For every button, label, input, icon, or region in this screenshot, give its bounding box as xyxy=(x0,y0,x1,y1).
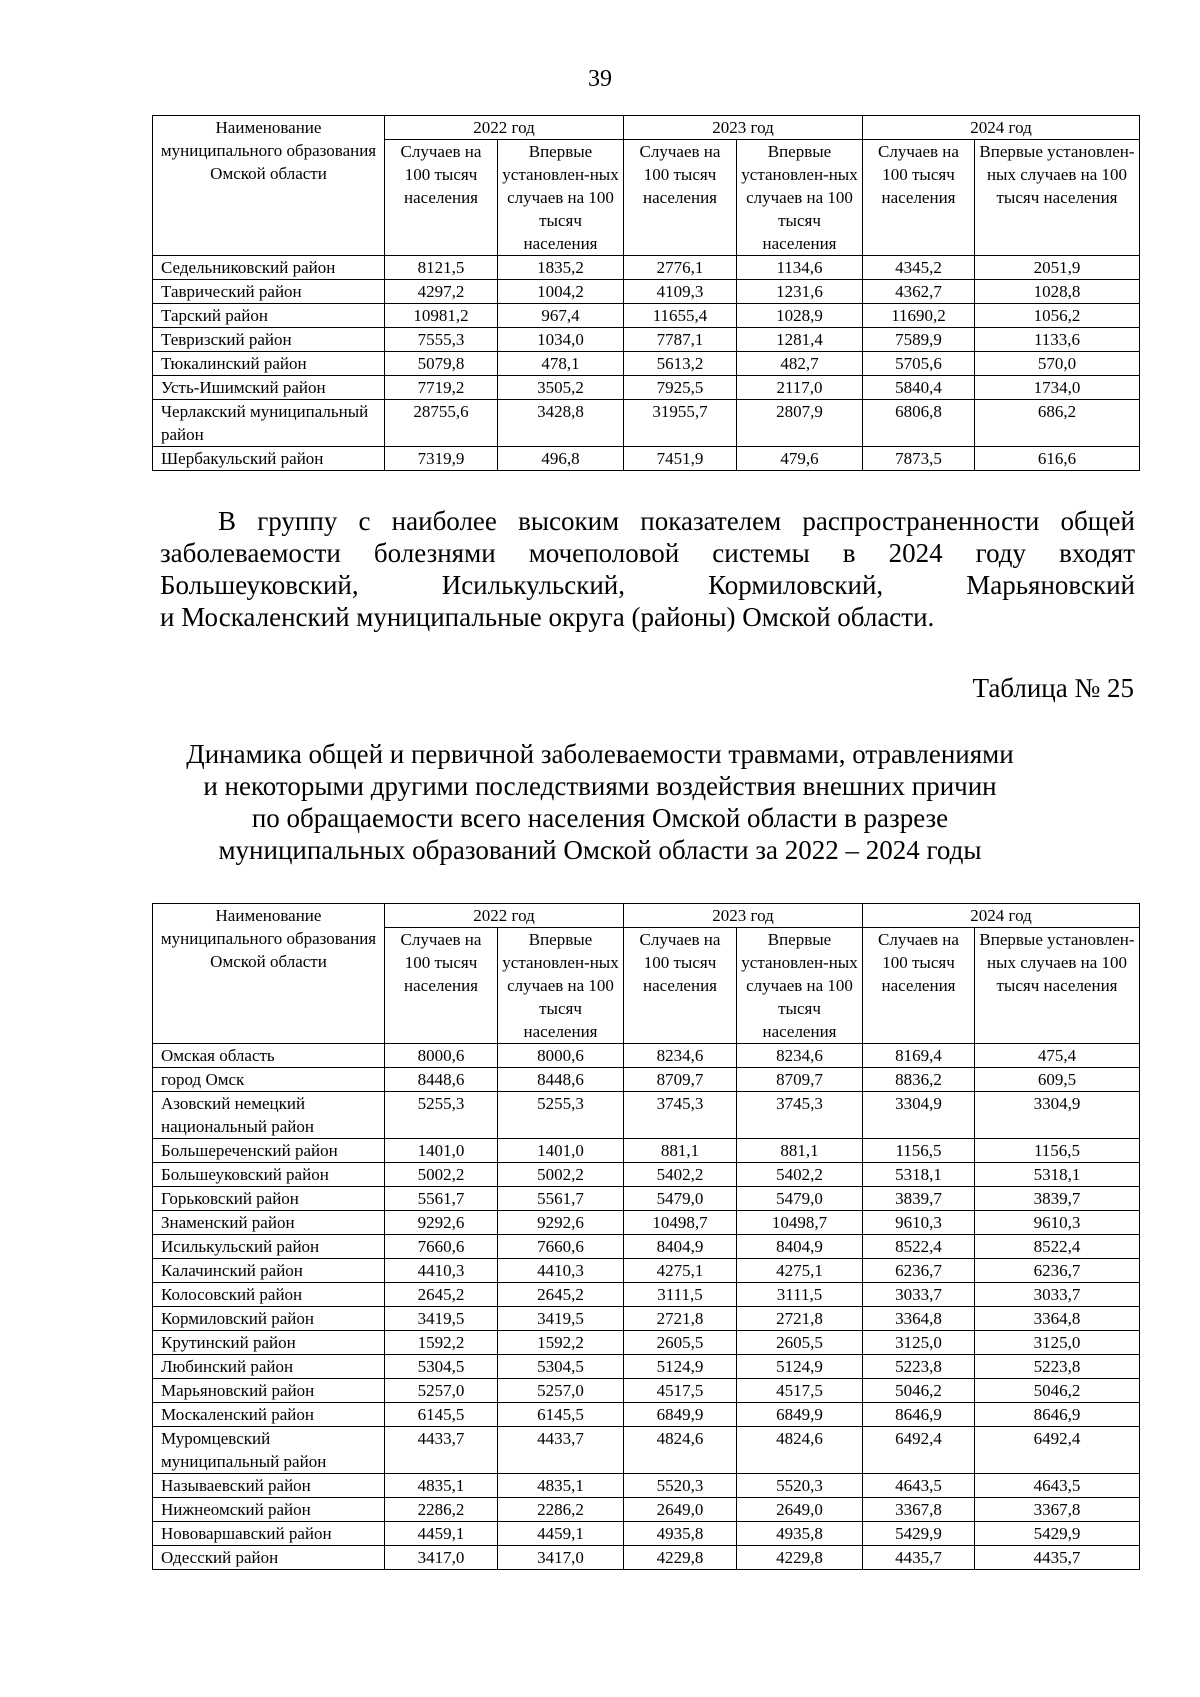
table-row xyxy=(153,1403,1140,1427)
table-row xyxy=(153,447,1140,471)
district-name: Колосовский район xyxy=(153,1283,385,1307)
district-name: Большереченский район xyxy=(153,1139,385,1163)
value-cell: 11690,2 xyxy=(863,304,975,328)
value-cell: 5840,4 xyxy=(863,376,975,400)
value-cell: 2645,2 xyxy=(498,1283,624,1307)
value-cell: 3417,0 xyxy=(385,1546,498,1570)
value-cell: 7787,1 xyxy=(624,328,737,352)
district-name: Исилькульский район xyxy=(153,1235,385,1259)
value-cell: 7873,5 xyxy=(863,447,975,471)
name-column-header: Наименование муниципального образования Омской области xyxy=(153,904,385,1044)
value-cell: 31955,7 xyxy=(624,400,737,447)
cases-header: Случаев на 100 тысяч населения xyxy=(385,928,498,1044)
table-row xyxy=(153,1068,1140,1092)
district-name: Муромцевский муниципальный район xyxy=(153,1427,385,1474)
value-cell: 5257,0 xyxy=(498,1379,624,1403)
paragraph-line: В группу с наиболее высоким показателем распространенности общей xyxy=(218,506,1135,536)
value-cell: 686,2 xyxy=(975,400,1140,447)
value-cell: 1281,4 xyxy=(737,328,863,352)
value-cell: 8404,9 xyxy=(737,1235,863,1259)
district-name: Омская область xyxy=(153,1044,385,1068)
value-cell: 7660,6 xyxy=(385,1235,498,1259)
value-cell: 881,1 xyxy=(624,1139,737,1163)
district-name: Азовский немецкий национальный район xyxy=(153,1092,385,1139)
value-cell: 10498,7 xyxy=(737,1211,863,1235)
new-cases-header: Впервые установлен-ных случаев на 100 тысяч населения xyxy=(975,928,1140,1044)
value-cell: 5002,2 xyxy=(498,1163,624,1187)
value-cell: 1156,5 xyxy=(863,1139,975,1163)
district-name: Кормиловский район xyxy=(153,1307,385,1331)
value-cell: 7555,3 xyxy=(385,328,498,352)
value-cell: 2721,8 xyxy=(737,1307,863,1331)
name-column-header: Наименование муниципального образования Омской области xyxy=(153,116,385,256)
value-cell: 10981,2 xyxy=(385,304,498,328)
value-cell: 9610,3 xyxy=(975,1211,1140,1235)
value-cell: 6236,7 xyxy=(975,1259,1140,1283)
value-cell: 5046,2 xyxy=(863,1379,975,1403)
value-cell: 5255,3 xyxy=(498,1092,624,1139)
table-row xyxy=(153,1379,1140,1403)
value-cell: 8448,6 xyxy=(385,1068,498,1092)
district-name: Усть-Ишимский район xyxy=(153,376,385,400)
value-cell: 2051,9 xyxy=(975,256,1140,280)
value-cell: 8234,6 xyxy=(737,1044,863,1068)
value-cell: 1592,2 xyxy=(385,1331,498,1355)
table-row xyxy=(153,1546,1140,1570)
value-cell: 5223,8 xyxy=(863,1355,975,1379)
value-cell: 1231,6 xyxy=(737,280,863,304)
value-cell: 7660,6 xyxy=(498,1235,624,1259)
table-row xyxy=(153,1498,1140,1522)
value-cell: 4517,5 xyxy=(737,1379,863,1403)
value-cell: 10498,7 xyxy=(624,1211,737,1235)
district-name: Большеуковский район xyxy=(153,1163,385,1187)
value-cell: 5255,3 xyxy=(385,1092,498,1139)
value-cell: 3505,2 xyxy=(498,376,624,400)
value-cell: 4643,5 xyxy=(975,1474,1140,1498)
value-cell: 5613,2 xyxy=(624,352,737,376)
value-cell: 4345,2 xyxy=(863,256,975,280)
value-cell: 8522,4 xyxy=(975,1235,1140,1259)
value-cell: 3419,5 xyxy=(385,1307,498,1331)
value-cell: 5561,7 xyxy=(498,1187,624,1211)
table-row xyxy=(153,1522,1140,1546)
district-name: Черлакский муниципальный район xyxy=(153,400,385,447)
district-name: Нижнеомский район xyxy=(153,1498,385,1522)
value-cell: 4109,3 xyxy=(624,280,737,304)
district-name: Знаменский район xyxy=(153,1211,385,1235)
cases-header: Случаев на 100 тысяч населения xyxy=(863,928,975,1044)
value-cell: 4229,8 xyxy=(624,1546,737,1570)
value-cell: 1056,2 xyxy=(975,304,1140,328)
value-cell: 1592,2 xyxy=(498,1331,624,1355)
cases-header: Случаев на 100 тысяч населения xyxy=(624,928,737,1044)
district-name: Называевский район xyxy=(153,1474,385,1498)
value-cell: 5124,9 xyxy=(624,1355,737,1379)
table-row xyxy=(153,280,1140,304)
value-cell: 8709,7 xyxy=(737,1068,863,1092)
district-name: город Омск xyxy=(153,1068,385,1092)
value-cell: 967,4 xyxy=(498,304,624,328)
value-cell: 8709,7 xyxy=(624,1068,737,1092)
value-cell: 3839,7 xyxy=(863,1187,975,1211)
value-cell: 5318,1 xyxy=(975,1163,1140,1187)
table-row xyxy=(153,1235,1140,1259)
value-cell: 7925,5 xyxy=(624,376,737,400)
value-cell: 2721,8 xyxy=(624,1307,737,1331)
value-cell: 4275,1 xyxy=(737,1259,863,1283)
value-cell: 7319,9 xyxy=(385,447,498,471)
value-cell: 4433,7 xyxy=(385,1427,498,1474)
district-name: Москаленский район xyxy=(153,1403,385,1427)
value-cell: 3111,5 xyxy=(737,1283,863,1307)
title-line: Динамика общей и первичной заболеваемости травмами, отравлениями xyxy=(186,739,1014,769)
district-name: Нововаршавский район xyxy=(153,1522,385,1546)
value-cell: 6145,5 xyxy=(385,1403,498,1427)
value-cell: 8646,9 xyxy=(975,1403,1140,1427)
summary-paragraph xyxy=(160,505,1135,633)
value-cell: 6492,4 xyxy=(975,1427,1140,1474)
value-cell: 5304,5 xyxy=(498,1355,624,1379)
value-cell: 8404,9 xyxy=(624,1235,737,1259)
table-row xyxy=(153,1044,1140,1068)
value-cell: 3125,0 xyxy=(975,1331,1140,1355)
district-name: Калачинский район xyxy=(153,1259,385,1283)
table-row xyxy=(153,1427,1140,1474)
table-row xyxy=(153,328,1140,352)
value-cell: 616,6 xyxy=(975,447,1140,471)
value-cell: 3839,7 xyxy=(975,1187,1140,1211)
district-name: Тарский район xyxy=(153,304,385,328)
value-cell: 4297,2 xyxy=(385,280,498,304)
year-header: 2024 год xyxy=(863,904,1140,928)
value-cell: 479,6 xyxy=(737,447,863,471)
table-row xyxy=(153,400,1140,447)
table-row xyxy=(153,1474,1140,1498)
value-cell: 1034,0 xyxy=(498,328,624,352)
value-cell: 2645,2 xyxy=(385,1283,498,1307)
value-cell: 5402,2 xyxy=(624,1163,737,1187)
value-cell: 4275,1 xyxy=(624,1259,737,1283)
value-cell: 1734,0 xyxy=(975,376,1140,400)
value-cell: 4835,1 xyxy=(498,1474,624,1498)
value-cell: 5561,7 xyxy=(385,1187,498,1211)
district-name: Любинский район xyxy=(153,1355,385,1379)
value-cell: 6492,4 xyxy=(863,1427,975,1474)
year-header: 2023 год xyxy=(624,904,863,928)
value-cell: 609,5 xyxy=(975,1068,1140,1092)
value-cell: 5402,2 xyxy=(737,1163,863,1187)
paragraph-line: заболеваемости болезнями мочеполовой системы в 2024 году входят xyxy=(160,538,1135,568)
value-cell: 1835,2 xyxy=(498,256,624,280)
value-cell: 7451,9 xyxy=(624,447,737,471)
value-cell: 475,4 xyxy=(975,1044,1140,1068)
new-cases-header: Впервые установлен-ных случаев на 100 тысяч населения xyxy=(737,140,863,256)
new-cases-header: Впервые установлен-ных случаев на 100 тысяч населения xyxy=(498,140,624,256)
value-cell: 4643,5 xyxy=(863,1474,975,1498)
value-cell: 4435,7 xyxy=(975,1546,1140,1570)
cases-header: Случаев на 100 тысяч населения xyxy=(385,140,498,256)
value-cell: 4459,1 xyxy=(498,1522,624,1546)
value-cell: 2776,1 xyxy=(624,256,737,280)
value-cell: 1156,5 xyxy=(975,1139,1140,1163)
table-row xyxy=(153,1259,1140,1283)
value-cell: 3745,3 xyxy=(737,1092,863,1139)
value-cell: 4935,8 xyxy=(624,1522,737,1546)
value-cell: 496,8 xyxy=(498,447,624,471)
table-row xyxy=(153,1355,1140,1379)
table-row xyxy=(153,1187,1140,1211)
value-cell: 6145,5 xyxy=(498,1403,624,1427)
value-cell: 2649,0 xyxy=(737,1498,863,1522)
value-cell: 3745,3 xyxy=(624,1092,737,1139)
value-cell: 1028,9 xyxy=(737,304,863,328)
value-cell: 4935,8 xyxy=(737,1522,863,1546)
value-cell: 9292,6 xyxy=(498,1211,624,1235)
value-cell: 5046,2 xyxy=(975,1379,1140,1403)
new-cases-header: Впервые установлен-ных случаев на 100 тысяч населения xyxy=(975,140,1140,256)
table-row xyxy=(153,1163,1140,1187)
value-cell: 1028,8 xyxy=(975,280,1140,304)
value-cell: 7719,2 xyxy=(385,376,498,400)
value-cell: 8234,6 xyxy=(624,1044,737,1068)
new-cases-header: Впервые установлен-ных случаев на 100 тысяч населения xyxy=(737,928,863,1044)
value-cell: 3367,8 xyxy=(863,1498,975,1522)
value-cell: 1401,0 xyxy=(385,1139,498,1163)
value-cell: 7589,9 xyxy=(863,328,975,352)
value-cell: 2117,0 xyxy=(737,376,863,400)
value-cell: 4824,6 xyxy=(737,1427,863,1474)
year-header: 2024 год xyxy=(863,116,1140,140)
morbidity-table-continued xyxy=(152,115,1140,471)
value-cell: 6236,7 xyxy=(863,1259,975,1283)
value-cell: 3364,8 xyxy=(863,1307,975,1331)
value-cell: 2605,5 xyxy=(624,1331,737,1355)
value-cell: 5124,9 xyxy=(737,1355,863,1379)
district-name: Тюкалинский район xyxy=(153,352,385,376)
value-cell: 8646,9 xyxy=(863,1403,975,1427)
value-cell: 5479,0 xyxy=(737,1187,863,1211)
year-header: 2023 год xyxy=(624,116,863,140)
value-cell: 4517,5 xyxy=(624,1379,737,1403)
table-row xyxy=(153,1283,1140,1307)
value-cell: 5002,2 xyxy=(385,1163,498,1187)
value-cell: 4459,1 xyxy=(385,1522,498,1546)
value-cell: 3033,7 xyxy=(863,1283,975,1307)
value-cell: 3367,8 xyxy=(975,1498,1140,1522)
value-cell: 6849,9 xyxy=(737,1403,863,1427)
value-cell: 8836,2 xyxy=(863,1068,975,1092)
value-cell: 881,1 xyxy=(737,1139,863,1163)
district-name: Таврический район xyxy=(153,280,385,304)
district-name: Крутинский район xyxy=(153,1331,385,1355)
value-cell: 8169,4 xyxy=(863,1044,975,1068)
value-cell: 478,1 xyxy=(498,352,624,376)
value-cell: 2286,2 xyxy=(498,1498,624,1522)
table-row xyxy=(153,1139,1140,1163)
value-cell: 8448,6 xyxy=(498,1068,624,1092)
value-cell: 1133,6 xyxy=(975,328,1140,352)
value-cell: 6849,9 xyxy=(624,1403,737,1427)
cases-header: Случаев на 100 тысяч населения xyxy=(863,140,975,256)
district-name: Седельниковский район xyxy=(153,256,385,280)
paragraph-line: Большеуковский, Исилькульский, Кормиловский, Марьяновский xyxy=(160,570,1135,600)
value-cell: 5318,1 xyxy=(863,1163,975,1187)
value-cell: 1004,2 xyxy=(498,280,624,304)
district-name: Марьяновский район xyxy=(153,1379,385,1403)
year-header: 2022 год xyxy=(385,904,624,928)
value-cell: 4410,3 xyxy=(385,1259,498,1283)
page-number: 39 xyxy=(588,66,612,92)
value-cell: 5223,8 xyxy=(975,1355,1140,1379)
value-cell: 5304,5 xyxy=(385,1355,498,1379)
table-row xyxy=(153,352,1140,376)
value-cell: 2605,5 xyxy=(737,1331,863,1355)
value-cell: 3033,7 xyxy=(975,1283,1140,1307)
value-cell: 1401,0 xyxy=(498,1139,624,1163)
title-line: и некоторыми другими последствиями воздействия внешних причин xyxy=(203,771,997,801)
new-cases-header: Впервые установлен-ных случаев на 100 тысяч населения xyxy=(498,928,624,1044)
value-cell: 5079,8 xyxy=(385,352,498,376)
value-cell: 3364,8 xyxy=(975,1307,1140,1331)
value-cell: 8121,5 xyxy=(385,256,498,280)
value-cell: 28755,6 xyxy=(385,400,498,447)
value-cell: 5429,9 xyxy=(863,1522,975,1546)
table-title xyxy=(0,738,1200,866)
value-cell: 4435,7 xyxy=(863,1546,975,1570)
value-cell: 8000,6 xyxy=(498,1044,624,1068)
value-cell: 11655,4 xyxy=(624,304,737,328)
title-line: по обращаемости всего населения Омской области в разрезе xyxy=(251,803,949,833)
value-cell: 570,0 xyxy=(975,352,1140,376)
value-cell: 8522,4 xyxy=(863,1235,975,1259)
paragraph-line: и Москаленский муниципальные округа (районы) Омской области. xyxy=(160,602,935,632)
cases-header: Случаев на 100 тысяч населения xyxy=(624,140,737,256)
value-cell: 5520,3 xyxy=(737,1474,863,1498)
value-cell: 5705,6 xyxy=(863,352,975,376)
table-row xyxy=(153,1307,1140,1331)
value-cell: 4229,8 xyxy=(737,1546,863,1570)
value-cell: 6806,8 xyxy=(863,400,975,447)
value-cell: 4362,7 xyxy=(863,280,975,304)
value-cell: 3304,9 xyxy=(863,1092,975,1139)
table-row xyxy=(153,1331,1140,1355)
value-cell: 4824,6 xyxy=(624,1427,737,1474)
value-cell: 9292,6 xyxy=(385,1211,498,1235)
value-cell: 8000,6 xyxy=(385,1044,498,1068)
value-cell: 4835,1 xyxy=(385,1474,498,1498)
value-cell: 5257,0 xyxy=(385,1379,498,1403)
value-cell: 482,7 xyxy=(737,352,863,376)
district-name: Шербакульский район xyxy=(153,447,385,471)
value-cell: 3417,0 xyxy=(498,1546,624,1570)
value-cell: 2286,2 xyxy=(385,1498,498,1522)
injuries-table xyxy=(152,903,1140,1570)
district-name: Горьковский район xyxy=(153,1187,385,1211)
value-cell: 3428,8 xyxy=(498,400,624,447)
value-cell: 3419,5 xyxy=(498,1307,624,1331)
table-row xyxy=(153,376,1140,400)
value-cell: 3125,0 xyxy=(863,1331,975,1355)
value-cell: 5479,0 xyxy=(624,1187,737,1211)
value-cell: 3304,9 xyxy=(975,1092,1140,1139)
table-row xyxy=(153,1092,1140,1139)
value-cell: 9610,3 xyxy=(863,1211,975,1235)
district-name: Тевризский район xyxy=(153,328,385,352)
table-row xyxy=(153,304,1140,328)
year-header: 2022 год xyxy=(385,116,624,140)
value-cell: 5429,9 xyxy=(975,1522,1140,1546)
value-cell: 2649,0 xyxy=(624,1498,737,1522)
table-row xyxy=(153,256,1140,280)
value-cell: 2807,9 xyxy=(737,400,863,447)
district-name: Одесский район xyxy=(153,1546,385,1570)
value-cell: 1134,6 xyxy=(737,256,863,280)
table-number: Таблица № 25 xyxy=(972,673,1134,703)
value-cell: 5520,3 xyxy=(624,1474,737,1498)
value-cell: 4433,7 xyxy=(498,1427,624,1474)
title-line: муниципальных образований Омской области за 2022 – 2024 годы xyxy=(218,835,982,865)
value-cell: 4410,3 xyxy=(498,1259,624,1283)
table-row xyxy=(153,1211,1140,1235)
value-cell: 3111,5 xyxy=(624,1283,737,1307)
